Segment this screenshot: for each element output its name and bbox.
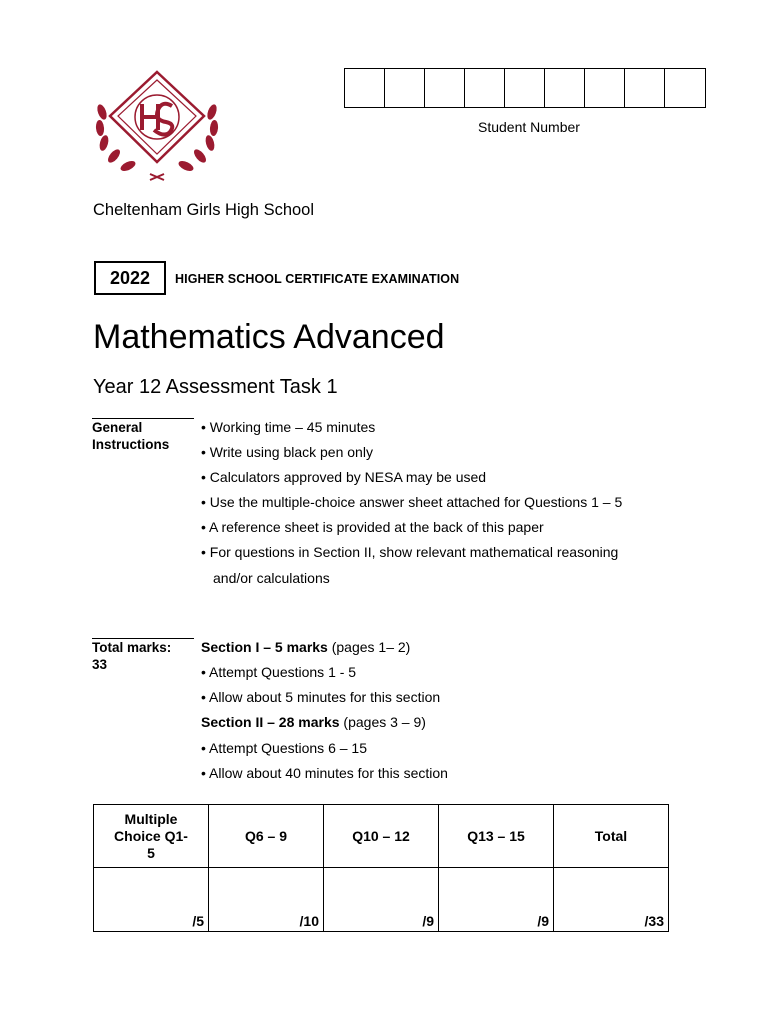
section-1-title: Section I – 5 marks (201, 639, 328, 655)
marks-header-total: Total (554, 805, 669, 868)
marks-cell-q13-15[interactable]: /9 (439, 868, 554, 932)
instruction-item: • A reference sheet is provided at the back of this paper (201, 519, 544, 535)
student-number-digit-box[interactable] (425, 69, 465, 107)
marks-cell-total[interactable]: /33 (554, 868, 669, 932)
section-item: • Allow about 5 minutes for this section (201, 689, 441, 705)
student-number-digit-box[interactable] (665, 69, 705, 107)
student-number-digit-box[interactable] (505, 69, 545, 107)
marks-cell-q6-9[interactable]: /10 (209, 868, 324, 932)
student-number-digit-box[interactable] (625, 69, 665, 107)
student-number-digit-box[interactable] (385, 69, 425, 107)
marks-header-q10-12: Q10 – 12 (324, 805, 439, 868)
student-number-digit-box[interactable] (585, 69, 625, 107)
section-2-pages: (pages 3 – 9) (343, 714, 426, 730)
section-item: • Allow about 40 minutes for this section (201, 765, 448, 781)
student-number-boxes[interactable] (344, 68, 706, 108)
instruction-item: • Calculators approved by NESA may be used (201, 469, 487, 485)
section-2-title: Section II – 28 marks (201, 714, 340, 730)
marks-header-q13-15: Q13 – 15 (439, 805, 554, 868)
marks-header-q6-9: Q6 – 9 (209, 805, 324, 868)
exam-type: HIGHER SCHOOL CERTIFICATE EXAMINATION (175, 272, 460, 286)
school-crest-logo (92, 66, 222, 184)
marks-header-multiple-choice: Multiple Choice Q1-5 (94, 805, 209, 868)
student-number-digit-box[interactable] (545, 69, 585, 107)
exam-year: 2022 (94, 261, 166, 295)
instruction-item: • Working time – 45 minutes (201, 419, 376, 435)
section-1-heading (201, 639, 410, 655)
instruction-item: • Use the multiple-choice answer sheet attached for Questions 1 – 5 (201, 494, 623, 510)
exam-title: Mathematics Advanced (93, 318, 445, 356)
section-item: • Attempt Questions 1 - 5 (201, 664, 357, 680)
marks-table-score-row (94, 868, 669, 932)
total-marks-value: 33 (92, 657, 108, 672)
marks-table-header-row (94, 805, 669, 868)
section-1-pages: (pages 1– 2) (331, 639, 411, 655)
section-item: • Attempt Questions 6 – 15 (201, 740, 367, 756)
instruction-item: and/or calculations (213, 570, 330, 586)
instruction-item: • For questions in Section II, show relevant mathematical reasoning (201, 544, 619, 560)
student-number-digit-box[interactable] (345, 69, 385, 107)
general-instructions-label: General Instructions (92, 420, 170, 452)
exam-subtitle: Year 12 Assessment Task 1 (93, 376, 338, 398)
student-number-label: Student Number (478, 119, 580, 135)
marks-cell-q10-12[interactable]: /9 (324, 868, 439, 932)
instruction-item: • Write using black pen only (201, 444, 373, 460)
marks-table (93, 804, 669, 932)
total-marks-label: Total marks: (92, 640, 172, 655)
marks-cell-multiple-choice[interactable]: /5 (94, 868, 209, 932)
student-number-digit-box[interactable] (465, 69, 505, 107)
school-name: Cheltenham Girls High School (93, 201, 315, 219)
section-2-heading (201, 714, 426, 730)
